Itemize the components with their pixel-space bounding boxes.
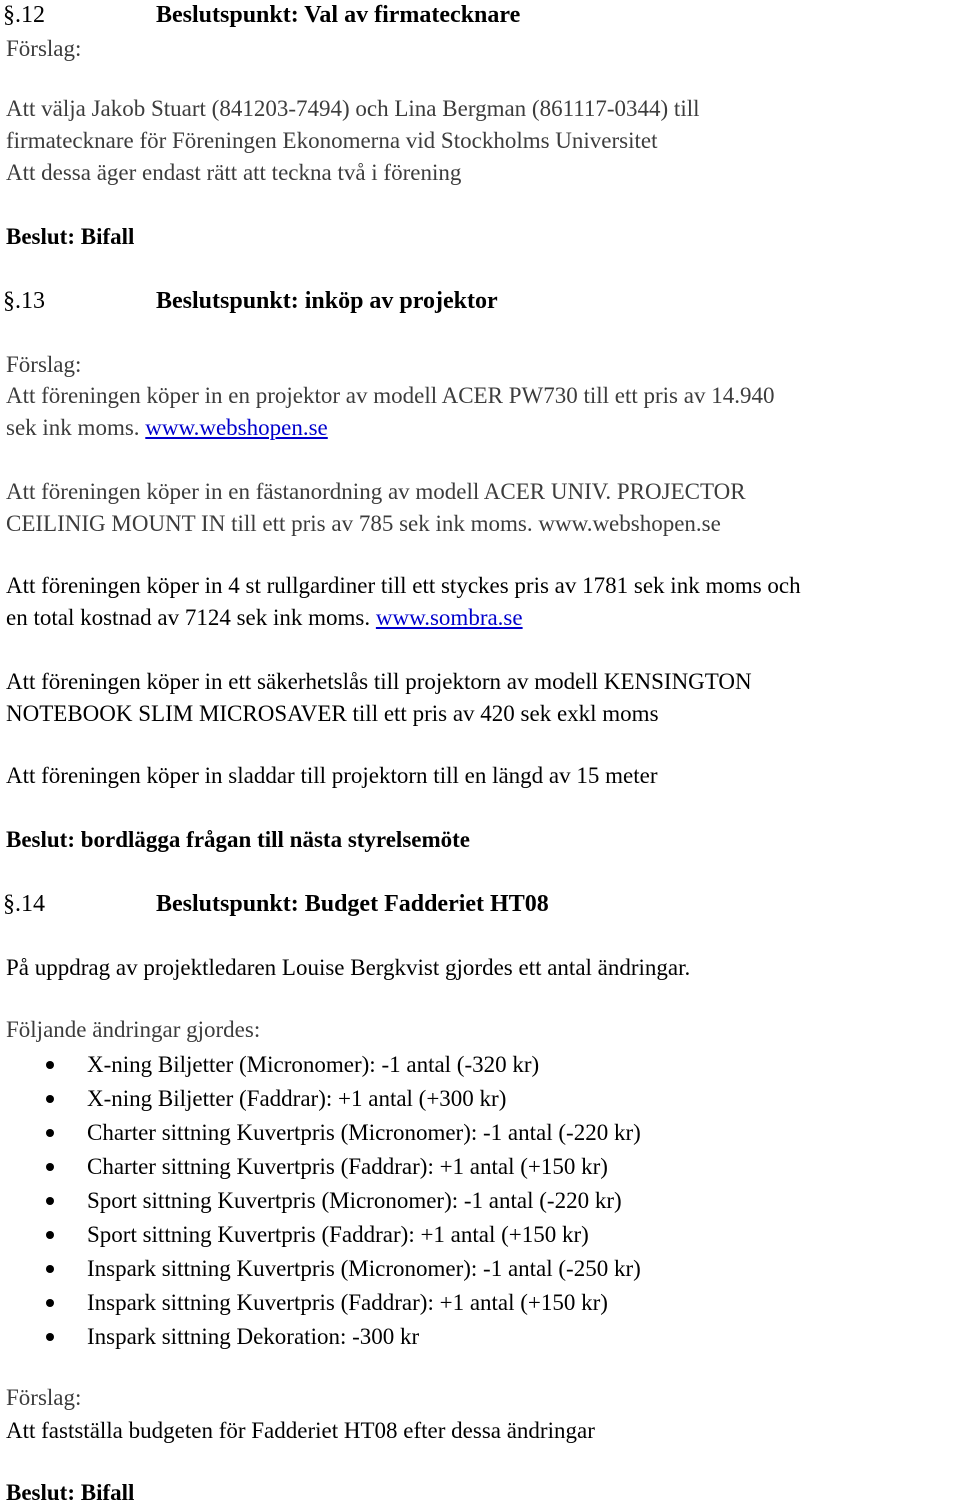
list-item-text: Inspark sittning Kuvertpris (Micronomer): -1 antal (-250 kr) xyxy=(87,1256,641,1281)
list-item-text: Charter sittning Kuvertpris (Faddrar): +1 antal (+150 kr) xyxy=(87,1154,608,1179)
proposal-13-p1-line2-text: sek ink moms. xyxy=(6,415,140,440)
section-title-13: Beslutspunkt: inköp av projektor xyxy=(156,288,498,314)
decision-13: Beslut: bordlägga frågan till nästa styrelsemöte xyxy=(6,827,471,852)
sombra-link[interactable]: www.sombra.se xyxy=(375,605,523,630)
section-number-13: §.13 xyxy=(3,288,45,314)
proposal-line-12-1: Att välja Jakob Stuart (841203-7494) och Lina Bergman (861117-0344) till xyxy=(6,96,700,121)
proposal-13-p3-line1: Att föreningen köper in 4 st rullgardiner till ett styckes pris av 1781 sek ink moms och xyxy=(6,573,801,598)
list-item-text: X-ning Biljetter (Micronomer): -1 antal (-320 kr) xyxy=(87,1052,540,1077)
proposal-13-p2-line1: Att föreningen köper in en fästanordning av modell ACER UNIV. PROJECTOR xyxy=(6,479,746,504)
proposal-13-p4-line1: Att föreningen köper in ett säkerhetslås till projektorn av modell KENSINGTON xyxy=(6,669,752,694)
list-item-text: Charter sittning Kuvertpris (Micronomer): -1 antal (-220 kr) xyxy=(87,1120,641,1145)
bullet-icon xyxy=(46,1265,54,1273)
webshopen-link[interactable]: www.webshopen.se xyxy=(145,415,328,440)
list-item-text: Sport sittning Kuvertpris (Micronomer): -1 antal (-220 kr) xyxy=(87,1188,622,1213)
list-item-text: Inspark sittning Dekoration: -300 kr xyxy=(87,1324,420,1349)
proposal-13-p3-line2-text: en total kostnad av 7124 sek ink moms. xyxy=(6,605,371,630)
bullet-icon xyxy=(46,1197,54,1205)
list-item-text: Inspark sittning Kuvertpris (Faddrar): +1 antal (+150 kr) xyxy=(87,1290,608,1315)
proposal-13-p3-line2 xyxy=(6,604,523,632)
section-number-12: §.12 xyxy=(3,2,45,28)
forslag-label-13: Förslag: xyxy=(6,352,82,377)
section-title-14: Beslutspunkt: Budget Fadderiet HT08 xyxy=(156,891,549,917)
bullet-icon xyxy=(46,1299,54,1307)
changes-label: Följande ändringar gjordes: xyxy=(6,1017,261,1042)
list-item-text: Sport sittning Kuvertpris (Faddrar): +1 antal (+150 kr) xyxy=(87,1222,589,1247)
bullet-icon xyxy=(46,1333,54,1341)
decision-12: Beslut: Bifall xyxy=(6,224,135,249)
decision-14: Beslut: Bifall xyxy=(6,1480,135,1505)
proposal-13-p1-line2 xyxy=(6,414,328,442)
proposal-13-p4-line2: NOTEBOOK SLIM MICROSAVER till ett pris av 420 sek exkl moms xyxy=(6,701,659,726)
list-item-text: X-ning Biljetter (Faddrar): +1 antal (+300 kr) xyxy=(87,1086,507,1111)
proposal-line-12-3: Att dessa äger endast rätt att teckna två i förening xyxy=(6,160,462,185)
budget-intro: På uppdrag av projektledaren Louise Bergkvist gjordes ett antal ändringar. xyxy=(6,955,691,980)
proposal-14: Att fastställa budgeten för Fadderiet HT08 efter dessa ändringar xyxy=(6,1418,595,1443)
forslag-label-14: Förslag: xyxy=(6,1385,82,1410)
bullet-icon xyxy=(46,1061,54,1069)
proposal-13-p2-line2: CEILINIG MOUNT IN till ett pris av 785 sek ink moms. www.webshopen.se xyxy=(6,511,721,536)
section-number-14: §.14 xyxy=(3,891,45,917)
bullet-icon xyxy=(46,1163,54,1171)
proposal-13-p1-line1: Att föreningen köper in en projektor av modell ACER PW730 till ett pris av 14.940 xyxy=(6,383,775,408)
forslag-label-12: Förslag: xyxy=(6,36,82,61)
proposal-line-12-2: firmatecknare för Föreningen Ekonomerna vid Stockholms Universitet xyxy=(6,128,658,153)
bullet-icon xyxy=(46,1095,54,1103)
proposal-13-p5: Att föreningen köper in sladdar till projektorn till en längd av 15 meter xyxy=(6,763,658,788)
bullet-icon xyxy=(46,1231,54,1239)
bullet-icon xyxy=(46,1129,54,1137)
section-title-12: Beslutspunkt: Val av firmatecknare xyxy=(156,2,521,28)
